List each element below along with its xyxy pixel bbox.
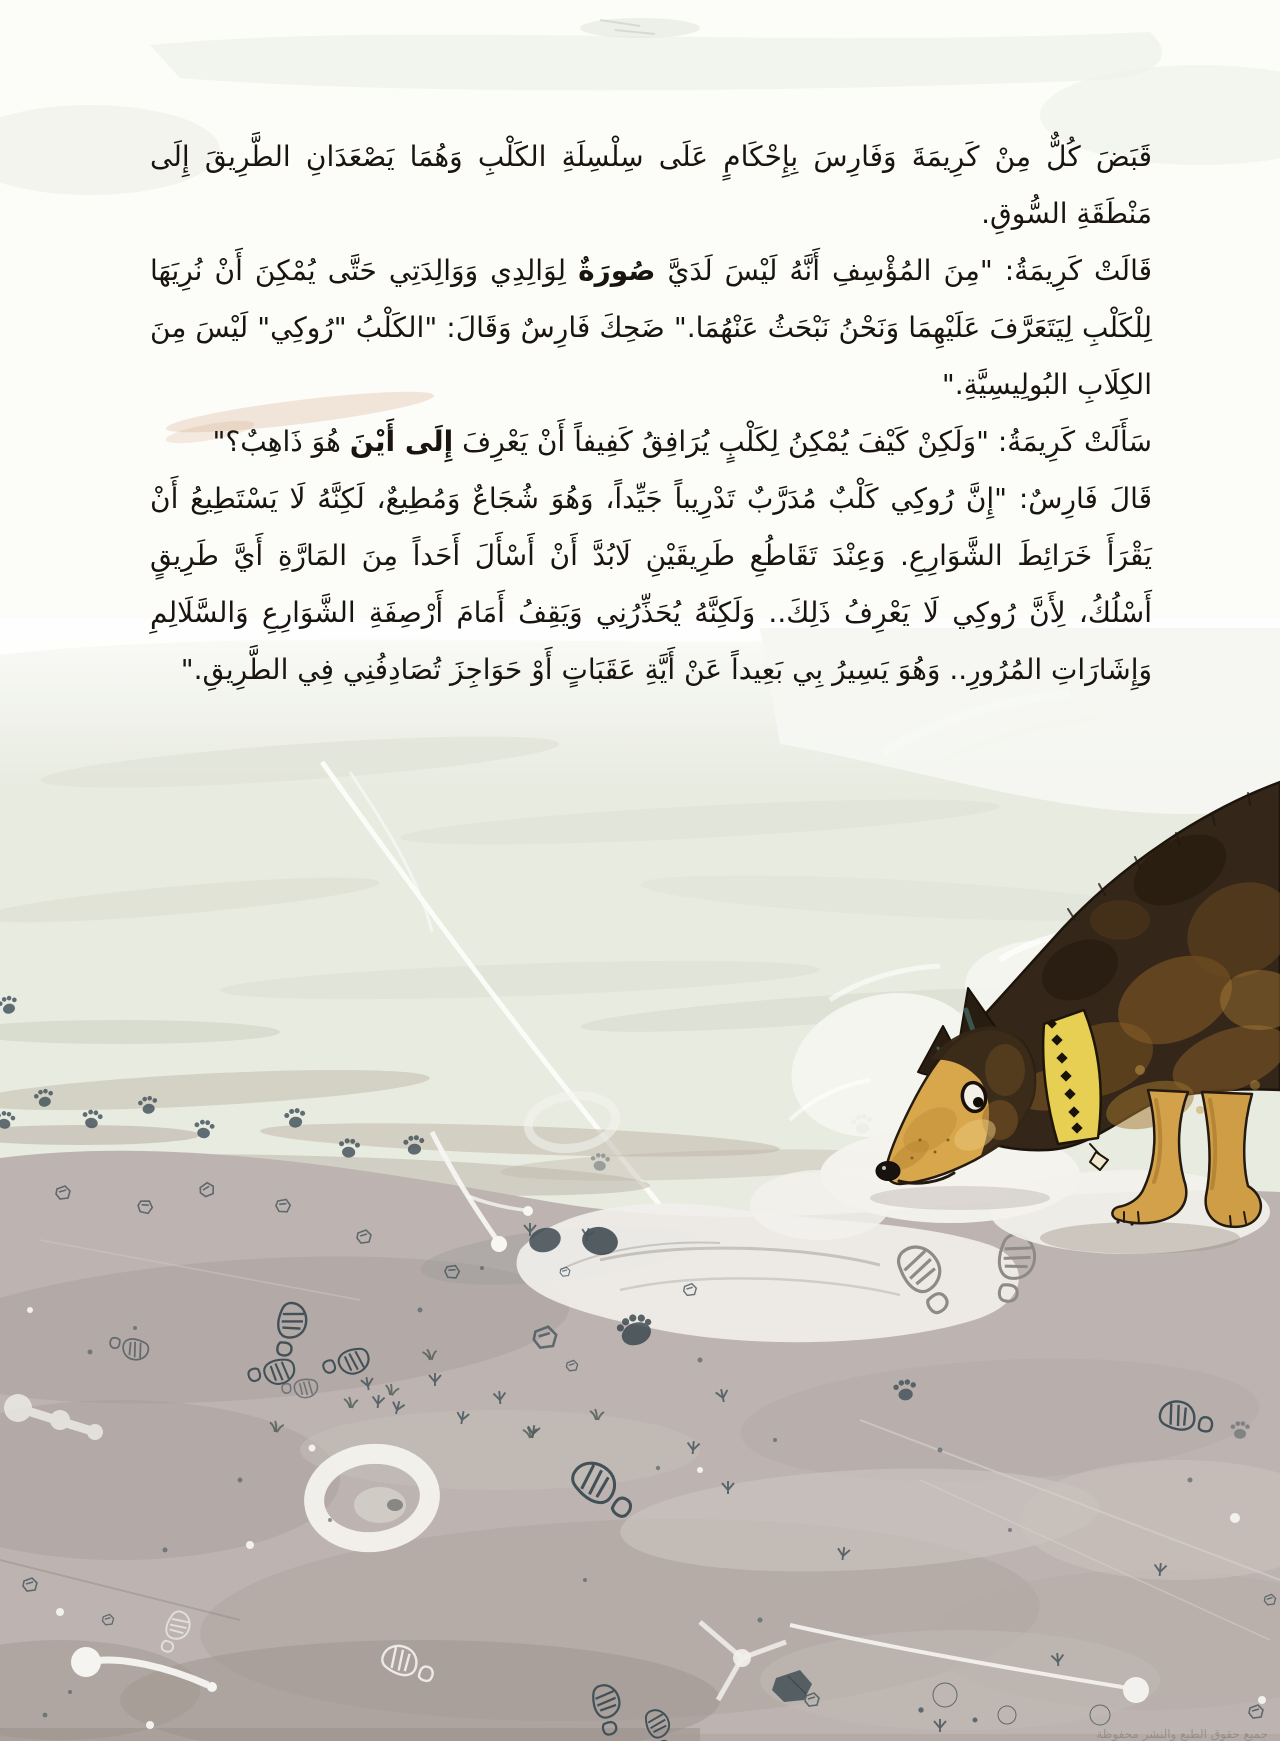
story-paragraph [150,413,1152,470]
story-segment: قَبَضَ كُلٌّ مِنْ كَرِيمَةَ وَفَارِسَ بِإِحْكَامٍ عَلَى سِلْسِلَةِ الكَلْبِ وَهُمَا يَصْعَدَانِ الطَّرِيقَ إِلَى مَنْطَقَةِ السُّوقِ. [150,140,1152,230]
story-segment: سَأَلَتْ كَرِيمَةُ: "وَلَكِنْ كَيْفَ يُمْكِنُ لِكَلْبٍ يُرَافِقُ كَفِيفاً أَنْ يَعْرِفَ [453,425,1152,458]
story-segment: قَالَتْ كَرِيمَةُ: "مِنَ المُؤْسِفِ أَنَّهُ لَيْسَ لَدَيَّ [655,254,1152,287]
dog-nose [876,1162,900,1181]
story-paragraph [150,128,1152,242]
story-paragraph [150,470,1152,698]
copyright-watermark: جميع حقوق الطبع والنشر محفوظة [1096,1727,1268,1741]
story-segment: لِوَالِدِي وَوَالِدَتِي حَتَّى يُمْكِنَ أَنْ نُرِيَهَا لِلْكَلْبِ لِيَتَعَرَّفَ عَلَيْهِمَا وَنَحْنُ نَبْحَثُ عَنْهُمَا." ضَحِكَ فَارِسٌ وَقَالَ: "الكَلْبُ "رُوكِي" لَيْسَ مِنَ الكِلَابِ البُولِيسِيَّةِ." [150,254,1152,401]
story-paragraph [150,242,1152,413]
story-segment-bold: صُورَةٌ [578,254,656,287]
story-text [150,128,1152,698]
story-segment: هُوَ ذَاهِبٌ؟" [212,425,350,458]
story-segment: قَالَ فَارِسٌ: "إِنَّ رُوكِي كَلْبٌ مُدَرَّبٌ تَدْرِيباً جَيِّداً، وَهُوَ شُجَاعٌ وَمُطِيعٌ، لَكِنَّهُ لَا يَسْتَطِيعُ أَنْ يَقْرَأَ خَرَائِطَ الشَّوَارِعِ. وَعِنْدَ تَقَاطُعِ طَرِيقَيْنِ لَابُدَّ أَنْ أَسْأَلَ أَحَداً مِنَ المَارَّةِ أَيَّ طَرِيقٍ أَسْلُكُ، لِأَنَّ رُوكِي لَا يَعْرِفُ ذَلِكَ.. وَلَكِنَّهُ يُحَذِّرُنِي وَيَقِفُ أَمَامَ أَرْصِفَةِ الشَّوَارِعِ وَالسَّلَالِمِ وَإِشَارَاتِ المُرُورِ.. وَهُوَ يَسِيرُ بِي بَعِيداً عَنْ أَيَّةِ عَقَبَاتٍ أَوْ حَوَاجِزَ تُصَادِفُنِي فِي الطَّرِيقِ." [150,482,1152,686]
story-segment-bold: إِلَى أَيْنَ [349,425,454,458]
